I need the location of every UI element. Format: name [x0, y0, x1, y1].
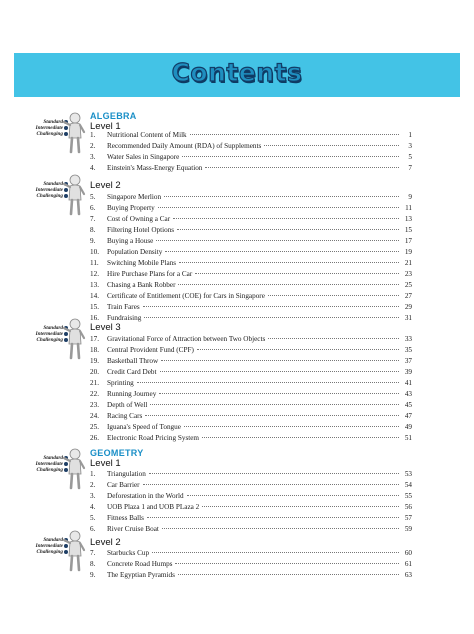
- stick-figure-icon: [62, 448, 88, 490]
- toc-entry[interactable]: 19. Basketball Throw 37: [90, 357, 412, 365]
- toc-entry[interactable]: 22. Running Journey 43: [90, 390, 412, 398]
- toc-entry[interactable]: 17. Gravitational Force of Attraction between Two Objects 33: [90, 335, 412, 343]
- toc-entry[interactable]: 8. Concrete Road Humps 61: [90, 560, 412, 568]
- toc-entry[interactable]: 2. Recommended Daily Amount (RDA) of Supplements 3: [90, 142, 412, 150]
- stick-figure-icon: [62, 112, 88, 154]
- toc-entry[interactable]: 11. Switching Mobile Plans 21: [90, 259, 412, 267]
- toc-entry[interactable]: 1. Nutritional Content of Milk 1: [90, 131, 412, 139]
- toc-entry[interactable]: 18. Central Provident Fund (CPF) 35: [90, 346, 412, 354]
- page-title: Contents: [171, 58, 303, 87]
- toc-entry[interactable]: 7. Cost of Owning a Car 13: [90, 215, 412, 223]
- toc-entry[interactable]: 5. Singapore Merlion 9: [90, 193, 412, 201]
- toc-entry[interactable]: 23. Depth of Well 45: [90, 401, 412, 409]
- toc-entry[interactable]: 21. Sprinting 41: [90, 379, 412, 387]
- toc-entry[interactable]: 24. Racing Cars 47: [90, 412, 412, 420]
- toc-entry[interactable]: 3. Deforestation in the World 55: [90, 492, 412, 500]
- difficulty-figure-algebra-level1: [34, 114, 88, 154]
- stick-figure-icon: [62, 318, 88, 360]
- stick-figure-icon: [62, 174, 88, 216]
- toc-entry[interactable]: 8. Filtering Hotel Options 15: [90, 226, 412, 234]
- toc-entry[interactable]: 14. Certificate of Entitlement (COE) for Cars in Singapore 27: [90, 292, 412, 300]
- difficulty-figure-algebra-level3: [34, 320, 88, 360]
- difficulty-figure-geometry-level1: [34, 450, 88, 490]
- toc-entry[interactable]: 5. Fitness Balls 57: [90, 514, 412, 522]
- level-title-algebra-2: Level 2: [90, 180, 121, 191]
- difficulty-legend: Standard Intermediate Challenging: [34, 120, 68, 138]
- toc-entry[interactable]: 25. Iguana's Speed of Tongue 49: [90, 423, 412, 431]
- toc-entry[interactable]: 4. Einstein's Mass-Energy Equation 7: [90, 164, 412, 172]
- toc-entry[interactable]: 2. Car Barrier 54: [90, 481, 412, 489]
- toc-entry[interactable]: 1. Triangulation 53: [90, 470, 412, 478]
- toc-entry[interactable]: 26. Electronic Road Pricing System 51: [90, 434, 412, 442]
- toc-entry[interactable]: 7. Starbucks Cup 60: [90, 549, 412, 557]
- section-title-algebra: ALGEBRA: [90, 111, 137, 121]
- toc-entry[interactable]: 20. Credit Card Debt 39: [90, 368, 412, 376]
- difficulty-figure-algebra-level2: [34, 176, 88, 216]
- difficulty-legend: Standard Intermediate Challenging: [34, 456, 68, 474]
- difficulty-legend: Standard Intermediate Challenging: [34, 182, 68, 200]
- difficulty-legend: Standard Intermediate Challenging: [34, 538, 68, 556]
- level-title-algebra-1: Level 1: [90, 121, 121, 132]
- toc-entry[interactable]: 9. The Egyptian Pyramids 63: [90, 571, 412, 579]
- toc-entry[interactable]: 9. Buying a House 17: [90, 237, 412, 245]
- difficulty-legend: Standard Intermediate Challenging: [34, 326, 68, 344]
- level-title-algebra-3: Level 3: [90, 322, 121, 333]
- toc-entry[interactable]: 4. UOB Plaza 1 and UOB PLaza 2 56: [90, 503, 412, 511]
- toc-entry[interactable]: 6. Buying Property 11: [90, 204, 412, 212]
- toc-entry[interactable]: 16. Fundraising 31: [90, 314, 412, 322]
- toc-entry[interactable]: 15. Train Fares 29: [90, 303, 412, 311]
- section-title-geometry: GEOMETRY: [90, 448, 144, 458]
- toc-entry[interactable]: 3. Water Sales in Singapore 5: [90, 153, 412, 161]
- level-title-geometry-2: Level 2: [90, 537, 121, 548]
- stick-figure-icon: [62, 530, 88, 572]
- toc-entry[interactable]: 12. Hire Purchase Plans for a Car 23: [90, 270, 412, 278]
- level-title-geometry-1: Level 1: [90, 458, 121, 469]
- toc-entry[interactable]: 10. Population Density 19: [90, 248, 412, 256]
- toc-entry[interactable]: 13. Chasing a Bank Robber 25: [90, 281, 412, 289]
- toc-entry[interactable]: 6. River Cruise Boat 59: [90, 525, 412, 533]
- difficulty-figure-geometry-level2: [34, 532, 88, 572]
- contents-banner: [14, 53, 460, 97]
